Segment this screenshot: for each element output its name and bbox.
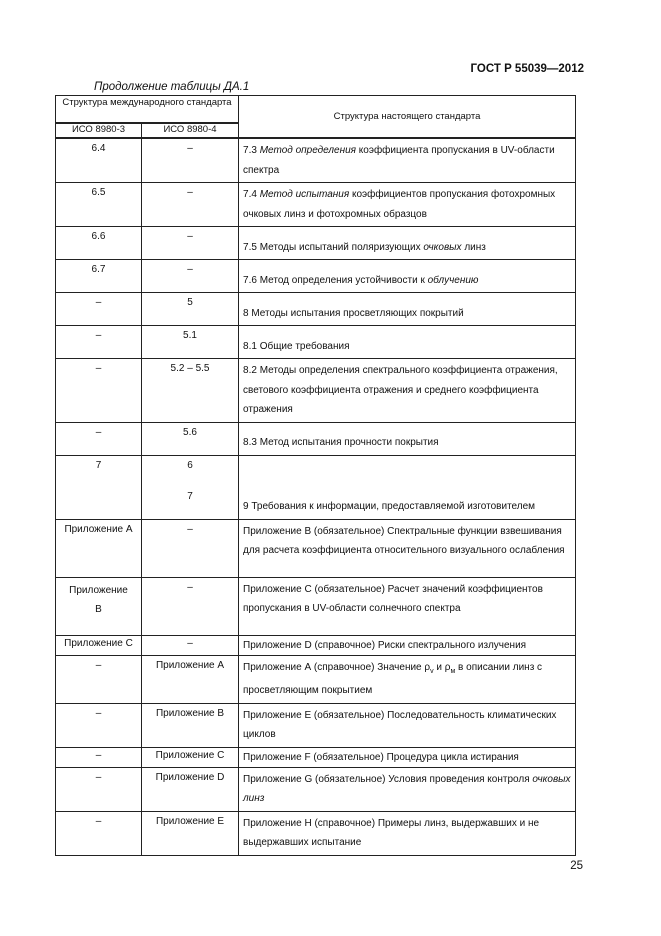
iso3-cell: 6.7 — [56, 260, 142, 293]
page-number: 25 — [570, 860, 583, 872]
table-row — [56, 767, 576, 811]
iso4-cell: 5 — [142, 293, 239, 326]
table-row — [56, 227, 576, 260]
document-id: ГОСТ Р 55039—2012 — [470, 63, 584, 75]
this-std-cell: Приложение F (обязательное) Процедура цикла истирания — [239, 747, 576, 767]
iso3-cell: Приложение С — [56, 635, 142, 655]
table-row — [56, 519, 576, 577]
this-std-cell: 7.5 Методы испытаний поляризующих очковых линз — [239, 227, 576, 260]
iso3-cell: – — [56, 655, 142, 703]
header-international-structure: Структура международного стандарта — [56, 96, 239, 124]
this-std-cell: 7.4 Метод испытания коэффициентов пропускания фотохромных очковых линз и фотохромных образцов — [239, 183, 576, 227]
iso3-cell: 6.4 — [56, 138, 142, 183]
iso4-cell: Приложение С — [142, 747, 239, 767]
iso4-value-second: 7 — [187, 490, 193, 502]
iso3-value: Приложение — [69, 584, 128, 596]
iso4-cell: – — [142, 183, 239, 227]
iso3-cell: – — [56, 747, 142, 767]
table-row — [56, 455, 576, 519]
this-std-cell: 7.3 Метод определения коэффициента пропускания в UV-области спектра — [239, 138, 576, 183]
table-row — [56, 747, 576, 767]
iso3-cell: – — [56, 359, 142, 423]
table-row — [56, 326, 576, 359]
this-std-cell: Приложение D (справочное) Риски спектрального излучения — [239, 635, 576, 655]
header-iso-8980-4: ИСО 8980-4 — [142, 123, 239, 138]
iso3-cell: – — [56, 811, 142, 855]
iso4-cell: 5.6 — [142, 422, 239, 455]
this-std-cell: 8.1 Общие требования — [239, 326, 576, 359]
iso3-value-second: В — [95, 603, 102, 615]
iso4-cell: 5.2 – 5.5 — [142, 359, 239, 423]
iso4-cell — [142, 455, 239, 519]
header-iso-8980-3: ИСО 8980-3 — [56, 123, 142, 138]
this-std-cell: Приложение А (справочное) Значение $\rho_v$ и $\rho_м$ в описании линз с просветляющим покрытием — [239, 655, 576, 703]
table-row — [56, 635, 576, 655]
iso3-cell: Приложение А — [56, 519, 142, 577]
this-std-cell: Приложение Е (обязательное) Последовательность климатических циклов — [239, 703, 576, 747]
this-std-cell: Приложение Н (справочное) Примеры линз, выдержавших и не выдержавших испытание — [239, 811, 576, 855]
this-std-cell: Приложение С (обязательное) Расчет значений коэффициентов пропускания в UV-области солнечного спектра — [239, 577, 576, 635]
iso4-cell: – — [142, 260, 239, 293]
table-row — [56, 260, 576, 293]
iso4-cell: – — [142, 577, 239, 635]
table-row — [56, 183, 576, 227]
table-row — [56, 811, 576, 855]
iso3-cell: – — [56, 767, 142, 811]
iso4-cell: – — [142, 138, 239, 183]
this-std-cell: 8.3 Метод испытания прочности покрытия — [239, 422, 576, 455]
iso3-cell: – — [56, 703, 142, 747]
table-row — [56, 655, 576, 703]
iso4-cell: – — [142, 519, 239, 577]
iso3-cell: 6.5 — [56, 183, 142, 227]
iso4-cell: Приложение А — [142, 655, 239, 703]
iso4-cell: Приложение В — [142, 703, 239, 747]
table-row — [56, 293, 576, 326]
iso3-cell: – — [56, 293, 142, 326]
table-row — [56, 703, 576, 747]
this-std-cell: 7.6 Метод определения устойчивости к облучению — [239, 260, 576, 293]
table-row — [56, 577, 576, 635]
iso3-cell — [56, 577, 142, 635]
iso4-value: 6 — [187, 459, 193, 471]
iso4-cell: Приложение Е — [142, 811, 239, 855]
iso3-cell: – — [56, 422, 142, 455]
iso3-cell: – — [56, 326, 142, 359]
header-this-standard-structure: Структура настоящего стандарта — [239, 96, 576, 139]
this-std-cell: 8.2 Методы определения спектрального коэффициента отражения, светового коэффициента отражения и среднего коэффициента отражения — [239, 359, 576, 423]
this-std-cell: 8 Методы испытания просветляющих покрытий — [239, 293, 576, 326]
table-row — [56, 422, 576, 455]
iso4-cell: 5.1 — [142, 326, 239, 359]
this-std-cell: 9 Требования к информации, предоставляемой изготовителем — [239, 455, 576, 519]
correspondence-table — [55, 95, 576, 856]
this-std-cell: Приложение G (обязательное) Условия проведения контроля очковых линз — [239, 767, 576, 811]
iso4-cell: – — [142, 227, 239, 260]
iso3-cell: 7 — [56, 455, 142, 519]
this-std-cell: Приложение В (обязательное) Спектральные функции взвешивания для расчета коэффициента относительного визуального ослабления — [239, 519, 576, 577]
table-row — [56, 359, 576, 423]
table-row — [56, 138, 576, 183]
iso4-cell: – — [142, 635, 239, 655]
iso4-cell: Приложение D — [142, 767, 239, 811]
iso3-cell: 6.6 — [56, 227, 142, 260]
table-continuation-caption: Продолжение таблицы ДА.1 — [94, 81, 250, 93]
